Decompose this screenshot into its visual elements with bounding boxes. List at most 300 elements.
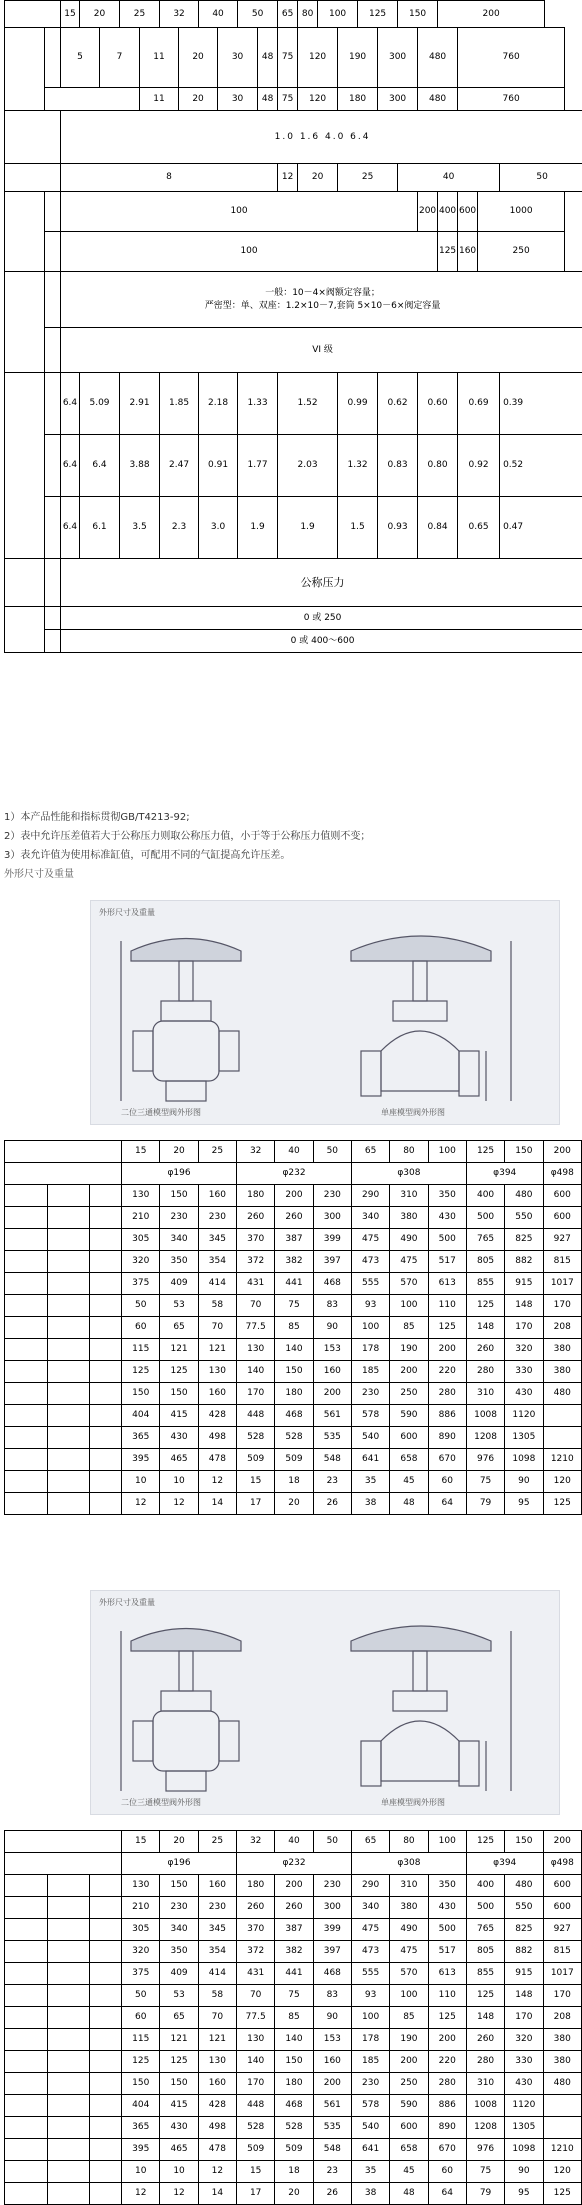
kv-cell: 300 bbox=[378, 88, 418, 111]
dim-value-cell: 18 bbox=[275, 2161, 313, 2183]
dim-value-cell: 140 bbox=[275, 2029, 313, 2051]
dim-dn-cell: 50 bbox=[313, 1831, 351, 1853]
dim-value-cell: 125 bbox=[122, 2051, 160, 2073]
dp-cell: 6.1 bbox=[80, 497, 120, 559]
dim-label-cell bbox=[47, 2073, 90, 2095]
dim-value-cell: 280 bbox=[428, 1383, 466, 1405]
dim-value-cell: 886 bbox=[428, 2095, 466, 2117]
dim-value-cell: 140 bbox=[275, 1339, 313, 1361]
supply-b: 0 或 400～600 bbox=[61, 630, 582, 653]
dim-value-cell: 200 bbox=[275, 1875, 313, 1897]
dim-value-cell: 95 bbox=[505, 1493, 543, 1515]
right-caption: 单座模型阀外形图 bbox=[381, 1108, 445, 1117]
dn-cell: 32 bbox=[160, 1, 199, 28]
dim-label-cell bbox=[5, 1405, 48, 1427]
dim-dn-cell: 25 bbox=[198, 1141, 236, 1163]
dim-value-cell: 90 bbox=[505, 2161, 543, 2183]
dim-label-cell bbox=[90, 1317, 122, 1339]
dim-value-cell: 20 bbox=[275, 1493, 313, 1515]
dim-value-cell: 230 bbox=[198, 1207, 236, 1229]
dim-value-cell: 480 bbox=[543, 1383, 581, 1405]
dim-value-cell: 1098 bbox=[505, 1449, 543, 1471]
dim-row bbox=[5, 1339, 582, 1361]
dim-value-cell: 260 bbox=[237, 1897, 275, 1919]
dim-value-cell: 431 bbox=[237, 1273, 275, 1295]
dim-value-cell: 70 bbox=[198, 2007, 236, 2029]
kv-cell: 75 bbox=[278, 28, 298, 88]
dn-cell: 50 bbox=[238, 1, 278, 28]
dim-value-cell: 150 bbox=[160, 1383, 198, 1405]
dim-value-cell: 658 bbox=[390, 1449, 428, 1471]
dim-value-cell: 641 bbox=[351, 1449, 389, 1471]
dim-value-cell: 370 bbox=[237, 1229, 275, 1251]
spring-a-row bbox=[5, 192, 582, 232]
dim-row bbox=[5, 2073, 582, 2095]
dim-label-cell bbox=[5, 1273, 48, 1295]
dim-dn-cell: 80 bbox=[390, 1831, 428, 1853]
kv-cell: 190 bbox=[338, 28, 378, 88]
dp-cell: 6.4 bbox=[61, 497, 80, 559]
dim-value-cell: 180 bbox=[237, 1875, 275, 1897]
dp-cell: 2.03 bbox=[278, 435, 338, 497]
dim-actuator-cell: φ308 bbox=[351, 1163, 466, 1185]
dim-label-cell bbox=[90, 1361, 122, 1383]
dim-label-cell bbox=[47, 1383, 90, 1405]
kv-cell: 480 bbox=[418, 88, 458, 111]
dim-value-cell: 825 bbox=[505, 1919, 543, 1941]
dim-label-cell bbox=[90, 1897, 122, 1919]
spec-table-block bbox=[4, 0, 582, 646]
dim-value-cell: 75 bbox=[275, 1295, 313, 1317]
dim-value-cell: 12 bbox=[160, 1493, 198, 1515]
dim-value-cell: 85 bbox=[390, 2007, 428, 2029]
dim-dn-cell: 32 bbox=[237, 1831, 275, 1853]
dim-value-cell: 613 bbox=[428, 1273, 466, 1295]
dim-dn-cell: 50 bbox=[313, 1141, 351, 1163]
dim-label-cell bbox=[90, 1919, 122, 1941]
supply-row bbox=[5, 607, 582, 630]
dim-value-cell: 12 bbox=[160, 2183, 198, 2205]
dim-value-cell: 110 bbox=[428, 1295, 466, 1317]
dim-value-cell: 200 bbox=[313, 1383, 351, 1405]
dim-actuator-row bbox=[5, 1853, 582, 1875]
dim-value-cell: 350 bbox=[160, 1941, 198, 1963]
dim-value-cell: 448 bbox=[237, 1405, 275, 1427]
dim-value-cell: 170 bbox=[237, 1383, 275, 1405]
dim-label-cell bbox=[5, 1963, 48, 1985]
dim-value-cell: 882 bbox=[505, 1941, 543, 1963]
dim-value-cell: 570 bbox=[390, 1963, 428, 1985]
dim-label-cell bbox=[5, 1317, 48, 1339]
dim-label-cell bbox=[47, 1471, 90, 1493]
valve-outline-graphic bbox=[91, 901, 561, 1126]
dim-value-cell: 120 bbox=[543, 2161, 581, 2183]
dim-value-cell: 100 bbox=[390, 1295, 428, 1317]
dim-value-cell: 290 bbox=[351, 1875, 389, 1897]
dim-value-cell: 180 bbox=[237, 1185, 275, 1207]
dim-value-cell: 430 bbox=[428, 1207, 466, 1229]
dim-value-cell: 340 bbox=[351, 1207, 389, 1229]
dim-value-cell: 475 bbox=[390, 1251, 428, 1273]
dim-dn-cell: 65 bbox=[351, 1141, 389, 1163]
dim-value-cell: 430 bbox=[160, 2117, 198, 2139]
dim-value-cell: 350 bbox=[428, 1875, 466, 1897]
dim-value-cell: 468 bbox=[275, 1405, 313, 1427]
dim-value-cell: 670 bbox=[428, 1449, 466, 1471]
dim-value-cell: 110 bbox=[428, 1985, 466, 2007]
dim-value-cell: 150 bbox=[160, 1185, 198, 1207]
dim-value-cell: 230 bbox=[313, 1875, 351, 1897]
dim-value-cell: 90 bbox=[505, 1471, 543, 1493]
dim-label-cell bbox=[5, 1229, 48, 1251]
dim-value-cell: 915 bbox=[505, 1963, 543, 1985]
spring-cell: 100 bbox=[61, 192, 418, 232]
dim-value-cell: 354 bbox=[198, 1251, 236, 1273]
dim-value-cell: 468 bbox=[313, 1273, 351, 1295]
dim-row bbox=[5, 1361, 582, 1383]
dim-label-cell bbox=[5, 1897, 48, 1919]
dim-row bbox=[5, 1295, 582, 1317]
dim-dn-cell: 15 bbox=[122, 1141, 160, 1163]
dim-value-cell: 473 bbox=[351, 1941, 389, 1963]
dim-value-cell: 90 bbox=[313, 1317, 351, 1339]
dim-row bbox=[5, 1405, 582, 1427]
dim-value-cell: 397 bbox=[313, 1941, 351, 1963]
dim-value-cell: 1305 bbox=[505, 2117, 543, 2139]
dim-value-cell: 509 bbox=[237, 2139, 275, 2161]
right-caption: 单座模型阀外形图 bbox=[381, 1798, 445, 1807]
dim-value-cell: 428 bbox=[198, 2095, 236, 2117]
dim-value-cell: 1305 bbox=[505, 1427, 543, 1449]
dim-value-cell: 500 bbox=[428, 1919, 466, 1941]
dim-value-cell: 815 bbox=[543, 1251, 581, 1273]
dim-value-cell: 170 bbox=[505, 1317, 543, 1339]
dim-value-cell: 330 bbox=[505, 2051, 543, 2073]
dim-value-cell: 58 bbox=[198, 1985, 236, 2007]
dim-value-cell: 548 bbox=[313, 1449, 351, 1471]
dim-value-cell: 468 bbox=[275, 2095, 313, 2117]
dim-value-cell: 380 bbox=[543, 1361, 581, 1383]
kv-cell: 48 bbox=[258, 88, 278, 111]
dim-dn-cell: 32 bbox=[237, 1141, 275, 1163]
dp-cell: 6.4 bbox=[61, 435, 80, 497]
dim-value-cell: 528 bbox=[275, 2117, 313, 2139]
dim-value-cell: 290 bbox=[351, 1185, 389, 1207]
dim-value-cell: 590 bbox=[390, 1405, 428, 1427]
dim-value-cell: 121 bbox=[198, 1339, 236, 1361]
dim-value-cell: 64 bbox=[428, 1493, 466, 1515]
dim-value-cell: 395 bbox=[122, 1449, 160, 1471]
dim-value-cell: 340 bbox=[160, 1919, 198, 1941]
dim-dn-cell: 25 bbox=[198, 1831, 236, 1853]
dim-value-cell: 65 bbox=[160, 2007, 198, 2029]
dim-value-cell: 927 bbox=[543, 1229, 581, 1251]
dim-value-cell: 365 bbox=[122, 2117, 160, 2139]
stroke-cell: 20 bbox=[298, 164, 338, 192]
dim-value-cell: 320 bbox=[122, 1251, 160, 1273]
dim-value-cell: 148 bbox=[466, 1317, 504, 1339]
leakage-tight: 严密型：单、双座：1.2×10－7,套筒 5×10－6×阀定容量 bbox=[204, 300, 441, 311]
dim-value-cell: 115 bbox=[122, 2029, 160, 2051]
dim-label-cell bbox=[90, 2029, 122, 2051]
pn-row bbox=[5, 111, 582, 164]
dim-label-cell bbox=[90, 2117, 122, 2139]
dim-value-cell: 1008 bbox=[466, 1405, 504, 1427]
dim-value-cell: 125 bbox=[543, 2183, 581, 2205]
dim-value-cell: 1120 bbox=[505, 1405, 543, 1427]
dim-value-cell: 976 bbox=[466, 1449, 504, 1471]
dim-value-cell: 528 bbox=[275, 1427, 313, 1449]
dp-cell: 1.9 bbox=[238, 497, 278, 559]
dim-value-cell: 465 bbox=[160, 1449, 198, 1471]
section-heading: 外形尺寸及重量 bbox=[4, 869, 74, 880]
dim-value-cell: 825 bbox=[505, 1229, 543, 1251]
dim-label-cell bbox=[5, 2029, 48, 2051]
dim-value-cell: 600 bbox=[543, 1897, 581, 1919]
dp-cell: 0.52 bbox=[500, 435, 582, 497]
dim-label-cell bbox=[5, 1985, 48, 2007]
spring-cell: 125 bbox=[438, 232, 458, 272]
dim-value-cell: 886 bbox=[428, 1405, 466, 1427]
stroke-cell: 40 bbox=[398, 164, 500, 192]
dim-value-cell: 77.5 bbox=[237, 2007, 275, 2029]
dim-value-cell bbox=[543, 1405, 581, 1427]
dim-value-cell: 380 bbox=[543, 2051, 581, 2073]
dim-value-cell: 160 bbox=[313, 1361, 351, 1383]
dim-value-cell: 805 bbox=[466, 1251, 504, 1273]
dim-value-cell: 38 bbox=[351, 1493, 389, 1515]
dim-row bbox=[5, 1471, 582, 1493]
dim-value-cell: 93 bbox=[351, 1295, 389, 1317]
dim-value-cell: 414 bbox=[198, 1273, 236, 1295]
dim-value-cell: 17 bbox=[237, 2183, 275, 2205]
dim-value-cell: 75 bbox=[466, 2161, 504, 2183]
dn-cell: 100 bbox=[318, 1, 358, 28]
dim-value-cell: 404 bbox=[122, 2095, 160, 2117]
dim-label-cell bbox=[47, 1919, 90, 1941]
note-3: 3）表允许值为使用标准缸值，可配用不同的气缸提高允许压差。 bbox=[4, 850, 291, 861]
dim-label-cell bbox=[47, 2007, 90, 2029]
dim-value-cell: 17 bbox=[237, 1493, 275, 1515]
dim-label-cell bbox=[5, 1941, 48, 1963]
dim-value-cell: 170 bbox=[237, 2073, 275, 2095]
dim-value-cell: 53 bbox=[160, 1985, 198, 2007]
dim-value-cell: 115 bbox=[122, 1339, 160, 1361]
dp-cell: 0.83 bbox=[378, 435, 418, 497]
dp-cell: 2.47 bbox=[160, 435, 199, 497]
dim-label-cell bbox=[5, 1251, 48, 1273]
dim-value-cell: 83 bbox=[313, 1985, 351, 2007]
dim-value-cell: 70 bbox=[198, 1317, 236, 1339]
dim-value-cell: 509 bbox=[275, 1449, 313, 1471]
kv-cell: 7 bbox=[100, 28, 140, 88]
dim-label-cell bbox=[47, 1207, 90, 1229]
dim-value-cell: 372 bbox=[237, 1941, 275, 1963]
dim-value-cell: 300 bbox=[313, 1897, 351, 1919]
dim-value-cell: 1208 bbox=[466, 2117, 504, 2139]
dim-row bbox=[5, 1317, 582, 1339]
dim-value-cell: 70 bbox=[237, 1985, 275, 2007]
kv-cell: 20 bbox=[179, 88, 218, 111]
spec-table bbox=[4, 0, 582, 653]
dim-value-cell: 23 bbox=[313, 1471, 351, 1493]
dim-value-cell: 480 bbox=[543, 2073, 581, 2095]
dim-label-cell bbox=[90, 1493, 122, 1515]
dim-value-cell: 210 bbox=[122, 1207, 160, 1229]
dim-label-cell bbox=[90, 1449, 122, 1471]
dim-value-cell: 180 bbox=[275, 1383, 313, 1405]
dim-value-cell: 310 bbox=[390, 1875, 428, 1897]
dim-value-cell: 1017 bbox=[543, 1273, 581, 1295]
dim-value-cell: 58 bbox=[198, 1295, 236, 1317]
notes bbox=[0, 808, 582, 884]
kv-cell: 11 bbox=[140, 28, 179, 88]
dn-cell: 150 bbox=[398, 1, 438, 28]
dim-value-cell: 150 bbox=[122, 2073, 160, 2095]
dim-row bbox=[5, 1919, 582, 1941]
dim-value-cell: 65 bbox=[160, 1317, 198, 1339]
dim-value-cell: 517 bbox=[428, 1251, 466, 1273]
dim-value-cell: 540 bbox=[351, 2117, 389, 2139]
dim-label-cell bbox=[5, 1383, 48, 1405]
dim-value-cell: 90 bbox=[313, 2007, 351, 2029]
dim-label-cell bbox=[90, 2161, 122, 2183]
dim-value-cell: 200 bbox=[428, 1339, 466, 1361]
dim-value-cell: 250 bbox=[390, 2073, 428, 2095]
dim-value-cell: 150 bbox=[275, 2051, 313, 2073]
dp-cell: 1.9 bbox=[278, 497, 338, 559]
dim-dn-row bbox=[5, 1831, 582, 1853]
dim-value-cell: 180 bbox=[275, 2073, 313, 2095]
dim-value-cell: 75 bbox=[466, 1471, 504, 1493]
dim-value-cell: 535 bbox=[313, 2117, 351, 2139]
dim-dn-cell: 150 bbox=[505, 1141, 543, 1163]
dim-value-cell: 26 bbox=[313, 2183, 351, 2205]
dim-value-cell: 260 bbox=[275, 1207, 313, 1229]
dim-label-cell bbox=[90, 2139, 122, 2161]
dim-value-cell: 528 bbox=[237, 1427, 275, 1449]
dim-row bbox=[5, 2095, 582, 2117]
dim-value-cell: 50 bbox=[122, 1295, 160, 1317]
dim-value-cell: 280 bbox=[466, 1361, 504, 1383]
dim-value-cell: 230 bbox=[198, 1897, 236, 1919]
dim-value-cell: 855 bbox=[466, 1963, 504, 1985]
dim-label-cell bbox=[47, 2139, 90, 2161]
dim-value-cell: 382 bbox=[275, 1941, 313, 1963]
dim-value-cell: 10 bbox=[160, 2161, 198, 2183]
dim-value-cell bbox=[543, 2095, 581, 2117]
dp-cell: 3.88 bbox=[120, 435, 160, 497]
dim-value-cell: 310 bbox=[390, 1185, 428, 1207]
dim-value-cell: 404 bbox=[122, 1405, 160, 1427]
dim-dn-cell: 15 bbox=[122, 1831, 160, 1853]
dim-value-cell: 10 bbox=[122, 2161, 160, 2183]
dimension-table bbox=[4, 1140, 582, 1515]
dim-value-cell: 399 bbox=[313, 1229, 351, 1251]
dim-value-cell: 160 bbox=[198, 1383, 236, 1405]
kv-cell: 760 bbox=[458, 88, 565, 111]
dim-value-cell: 10 bbox=[122, 1471, 160, 1493]
dim-label-cell bbox=[5, 1207, 48, 1229]
dim-value-cell: 210 bbox=[122, 1897, 160, 1919]
dim-value-cell: 120 bbox=[543, 1471, 581, 1493]
kv-single-row bbox=[5, 28, 582, 88]
dim-value-cell: 60 bbox=[428, 1471, 466, 1493]
dim-label-cell bbox=[47, 1185, 90, 1207]
dim-value-cell: 160 bbox=[198, 1875, 236, 1897]
dp-cell: 2.3 bbox=[160, 497, 199, 559]
dim-value-cell: 53 bbox=[160, 1295, 198, 1317]
dp-cell: 1.5 bbox=[338, 497, 378, 559]
spring-cell: 1000 bbox=[478, 192, 565, 232]
dim-dn-cell: 40 bbox=[275, 1141, 313, 1163]
dim-value-cell: 561 bbox=[313, 2095, 351, 2117]
dim-value-cell: 480 bbox=[505, 1185, 543, 1207]
spring-cell: 600 bbox=[458, 192, 478, 232]
dimension-table bbox=[4, 1830, 582, 2205]
dim-value-cell: 95 bbox=[505, 2183, 543, 2205]
dp-cell: 3.5 bbox=[120, 497, 160, 559]
dim-label-cell bbox=[90, 1185, 122, 1207]
dp-cell: 2.91 bbox=[120, 373, 160, 435]
dim-value-cell: 475 bbox=[390, 1941, 428, 1963]
dn-cell: 25 bbox=[120, 1, 160, 28]
dim-label-cell bbox=[47, 1405, 90, 1427]
dim-value-cell: 14 bbox=[198, 1493, 236, 1515]
dim-value-cell: 140 bbox=[237, 1361, 275, 1383]
dim-value-cell: 20 bbox=[275, 2183, 313, 2205]
dim-value-cell: 15 bbox=[237, 1471, 275, 1493]
dim-value-cell: 140 bbox=[237, 2051, 275, 2073]
dim-value-cell: 121 bbox=[198, 2029, 236, 2051]
dn-cell: 40 bbox=[199, 1, 238, 28]
dim-row bbox=[5, 1449, 582, 1471]
dim-label-cell bbox=[5, 1295, 48, 1317]
dim-value-cell: 382 bbox=[275, 1251, 313, 1273]
dp-cell: 1.77 bbox=[238, 435, 278, 497]
dim-label-cell bbox=[47, 1251, 90, 1273]
dim-value-cell: 498 bbox=[198, 1427, 236, 1449]
leakage-cell bbox=[61, 272, 582, 328]
dim-value-cell: 395 bbox=[122, 2139, 160, 2161]
dim-actuator-cell: φ498 bbox=[543, 1163, 581, 1185]
dim-value-cell: 340 bbox=[351, 1897, 389, 1919]
dim-label-cell bbox=[90, 1339, 122, 1361]
dim-dn-cell: 65 bbox=[351, 1831, 389, 1853]
kv-cell: 11 bbox=[140, 88, 179, 111]
dim-value-cell: 200 bbox=[428, 2029, 466, 2051]
dim-value-cell: 48 bbox=[390, 2183, 428, 2205]
dim-value-cell: 130 bbox=[122, 1875, 160, 1897]
dim-value-cell: 200 bbox=[390, 1361, 428, 1383]
dim-value-cell: 305 bbox=[122, 1919, 160, 1941]
dim-value-cell: 468 bbox=[313, 1963, 351, 1985]
dim-value-cell: 915 bbox=[505, 1273, 543, 1295]
dim-value-cell: 305 bbox=[122, 1229, 160, 1251]
dim-value-cell: 10 bbox=[160, 1471, 198, 1493]
dim-value-cell: 509 bbox=[237, 1449, 275, 1471]
dim-label-cell bbox=[5, 2051, 48, 2073]
dim-label-cell bbox=[47, 1317, 90, 1339]
dim-value-cell bbox=[543, 2117, 581, 2139]
dim-value-cell: 890 bbox=[428, 2117, 466, 2139]
dim-label-cell bbox=[47, 1229, 90, 1251]
valve-outline-graphic bbox=[91, 1591, 561, 1816]
dim-value-cell: 190 bbox=[390, 2029, 428, 2051]
dp-row bbox=[5, 373, 582, 435]
dim-row bbox=[5, 1251, 582, 1273]
dim-value-cell: 208 bbox=[543, 1317, 581, 1339]
